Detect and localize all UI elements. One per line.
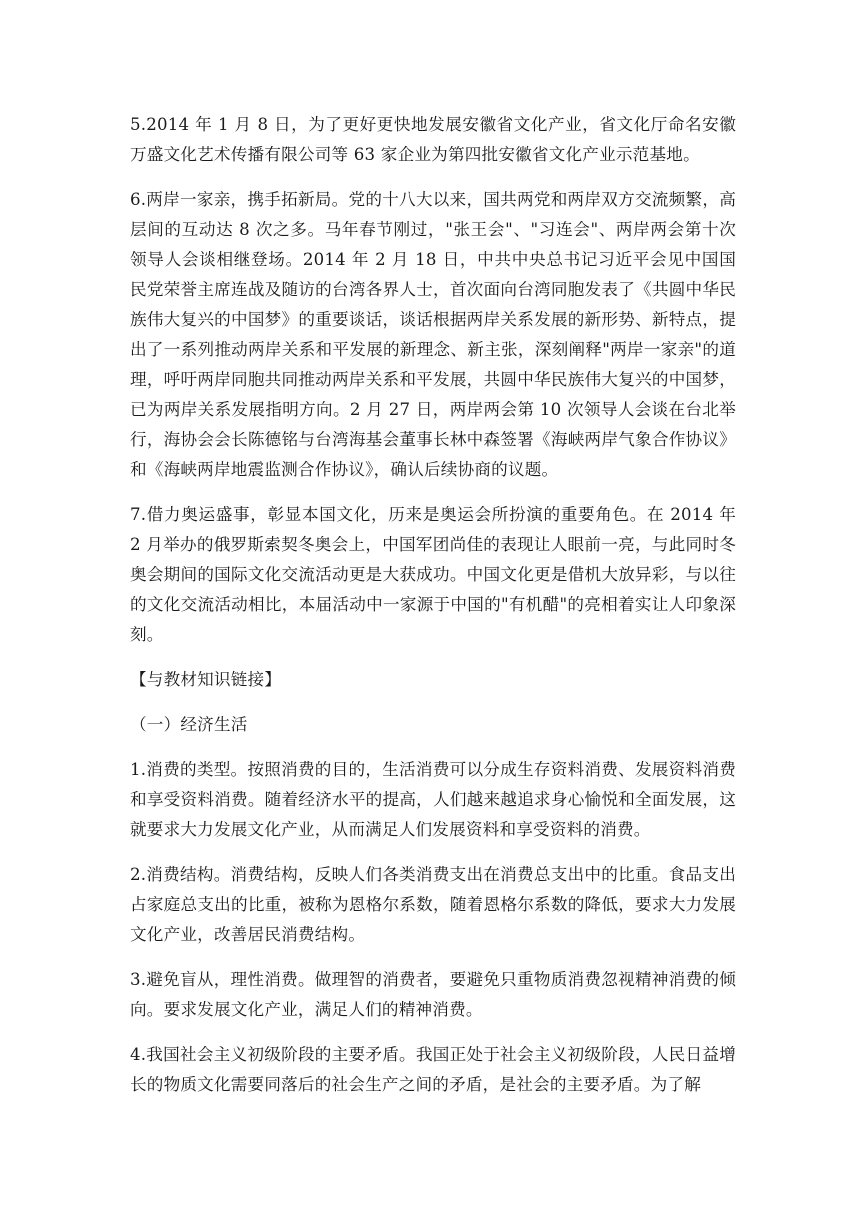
paragraph-item-5: 5.2014 年 1 月 8 日，为了更好更快地发展安徽省文化产业，省文化厅命名安徽万盛文化艺术传播有限公司等 63 家企业为第四批安徽省文化产业示范基地。 [130,115,736,164]
subsection-heading: （一）经济生活 [130,715,248,734]
paragraph-point-3: 3.避免盲从，理性消费。做理智的消费者，要避免只重物质消费忽视精神消费的倾向。要求发展文化产业，满足人们的精神消费。 [130,970,736,1019]
document-page [130,110,742,1115]
section-heading: 【与教材知识链接】 [130,670,282,689]
paragraph-item-7: 7.借力奥运盛事，彰显本国文化，历来是奥运会所扮演的重要角色。在 2014 年 2 月举办的俄罗斯索契冬奥会上，中国军团尚佳的表现让人眼前一亮，与此同时冬奥会期间的国际文化交流活动更是大获成功。中国文化更是借机大放异彩，与以往的文化交流活动相比，本届活动中一家源于中国的"有机醋"的亮相着实让人印象深刻。 [130,505,742,644]
paragraph-item-6: 6.两岸一家亲，携手拓新局。党的十八大以来，国共两党和两岸双方交流频繁，高层间的互动达 8 次之多。马年春节刚过，"张王会"、"习连会"、两岸两会第十次领导人会谈相继登场。2014 年 2 月 18 日，中共中央总书记习近平会见中国国民党荣誉主席连战及随访的台湾各界人士，首次面向台湾同胞发表了《共圆中华民族伟大复兴的中国梦》的重要谈话，谈话根据两岸关系发展的新形势、新特点，提出了一系列推动两岸关系和平发展的新理念、新主张，深刻阐释"两岸一家亲"的道理，呼吁两岸同胞共同推动两岸关系和平发展，共圆中华民族伟大复兴的中国梦，已为两岸关系发展指明方向。2 月 27 日，两岸两会第 10 次领导人会谈在台北举行，海协会会长陈德铭与台湾海基会董事长林中森签署《海峡两岸气象合作协议》和《海峡两岸地震监测合作协议》，确认后续协商的议题。 [130,190,736,479]
paragraph-point-4: 4.我国社会主义初级阶段的主要矛盾。我国正处于社会主义初级阶段，人民日益增长的物质文化需要同落后的社会生产之间的矛盾，是社会的主要矛盾。为了解 [130,1045,736,1094]
paragraph-point-2: 2.消费结构。消费结构，反映人们各类消费支出在消费总支出中的比重。食品支出占家庭总支出的比重，被称为恩格尔系数，随着恩格尔系数的降低，要求大力发展文化产业，改善居民消费结构。 [130,865,736,944]
paragraph-point-1: 1.消费的类型。按照消费的目的，生活消费可以分成生存资料消费、发展资料消费和享受资料消费。随着经济水平的提高，人们越来越追求身心愉悦和全面发展，这就要求大力发展文化产业，从而满足人们发展资料和享受资料的消费。 [130,760,736,839]
